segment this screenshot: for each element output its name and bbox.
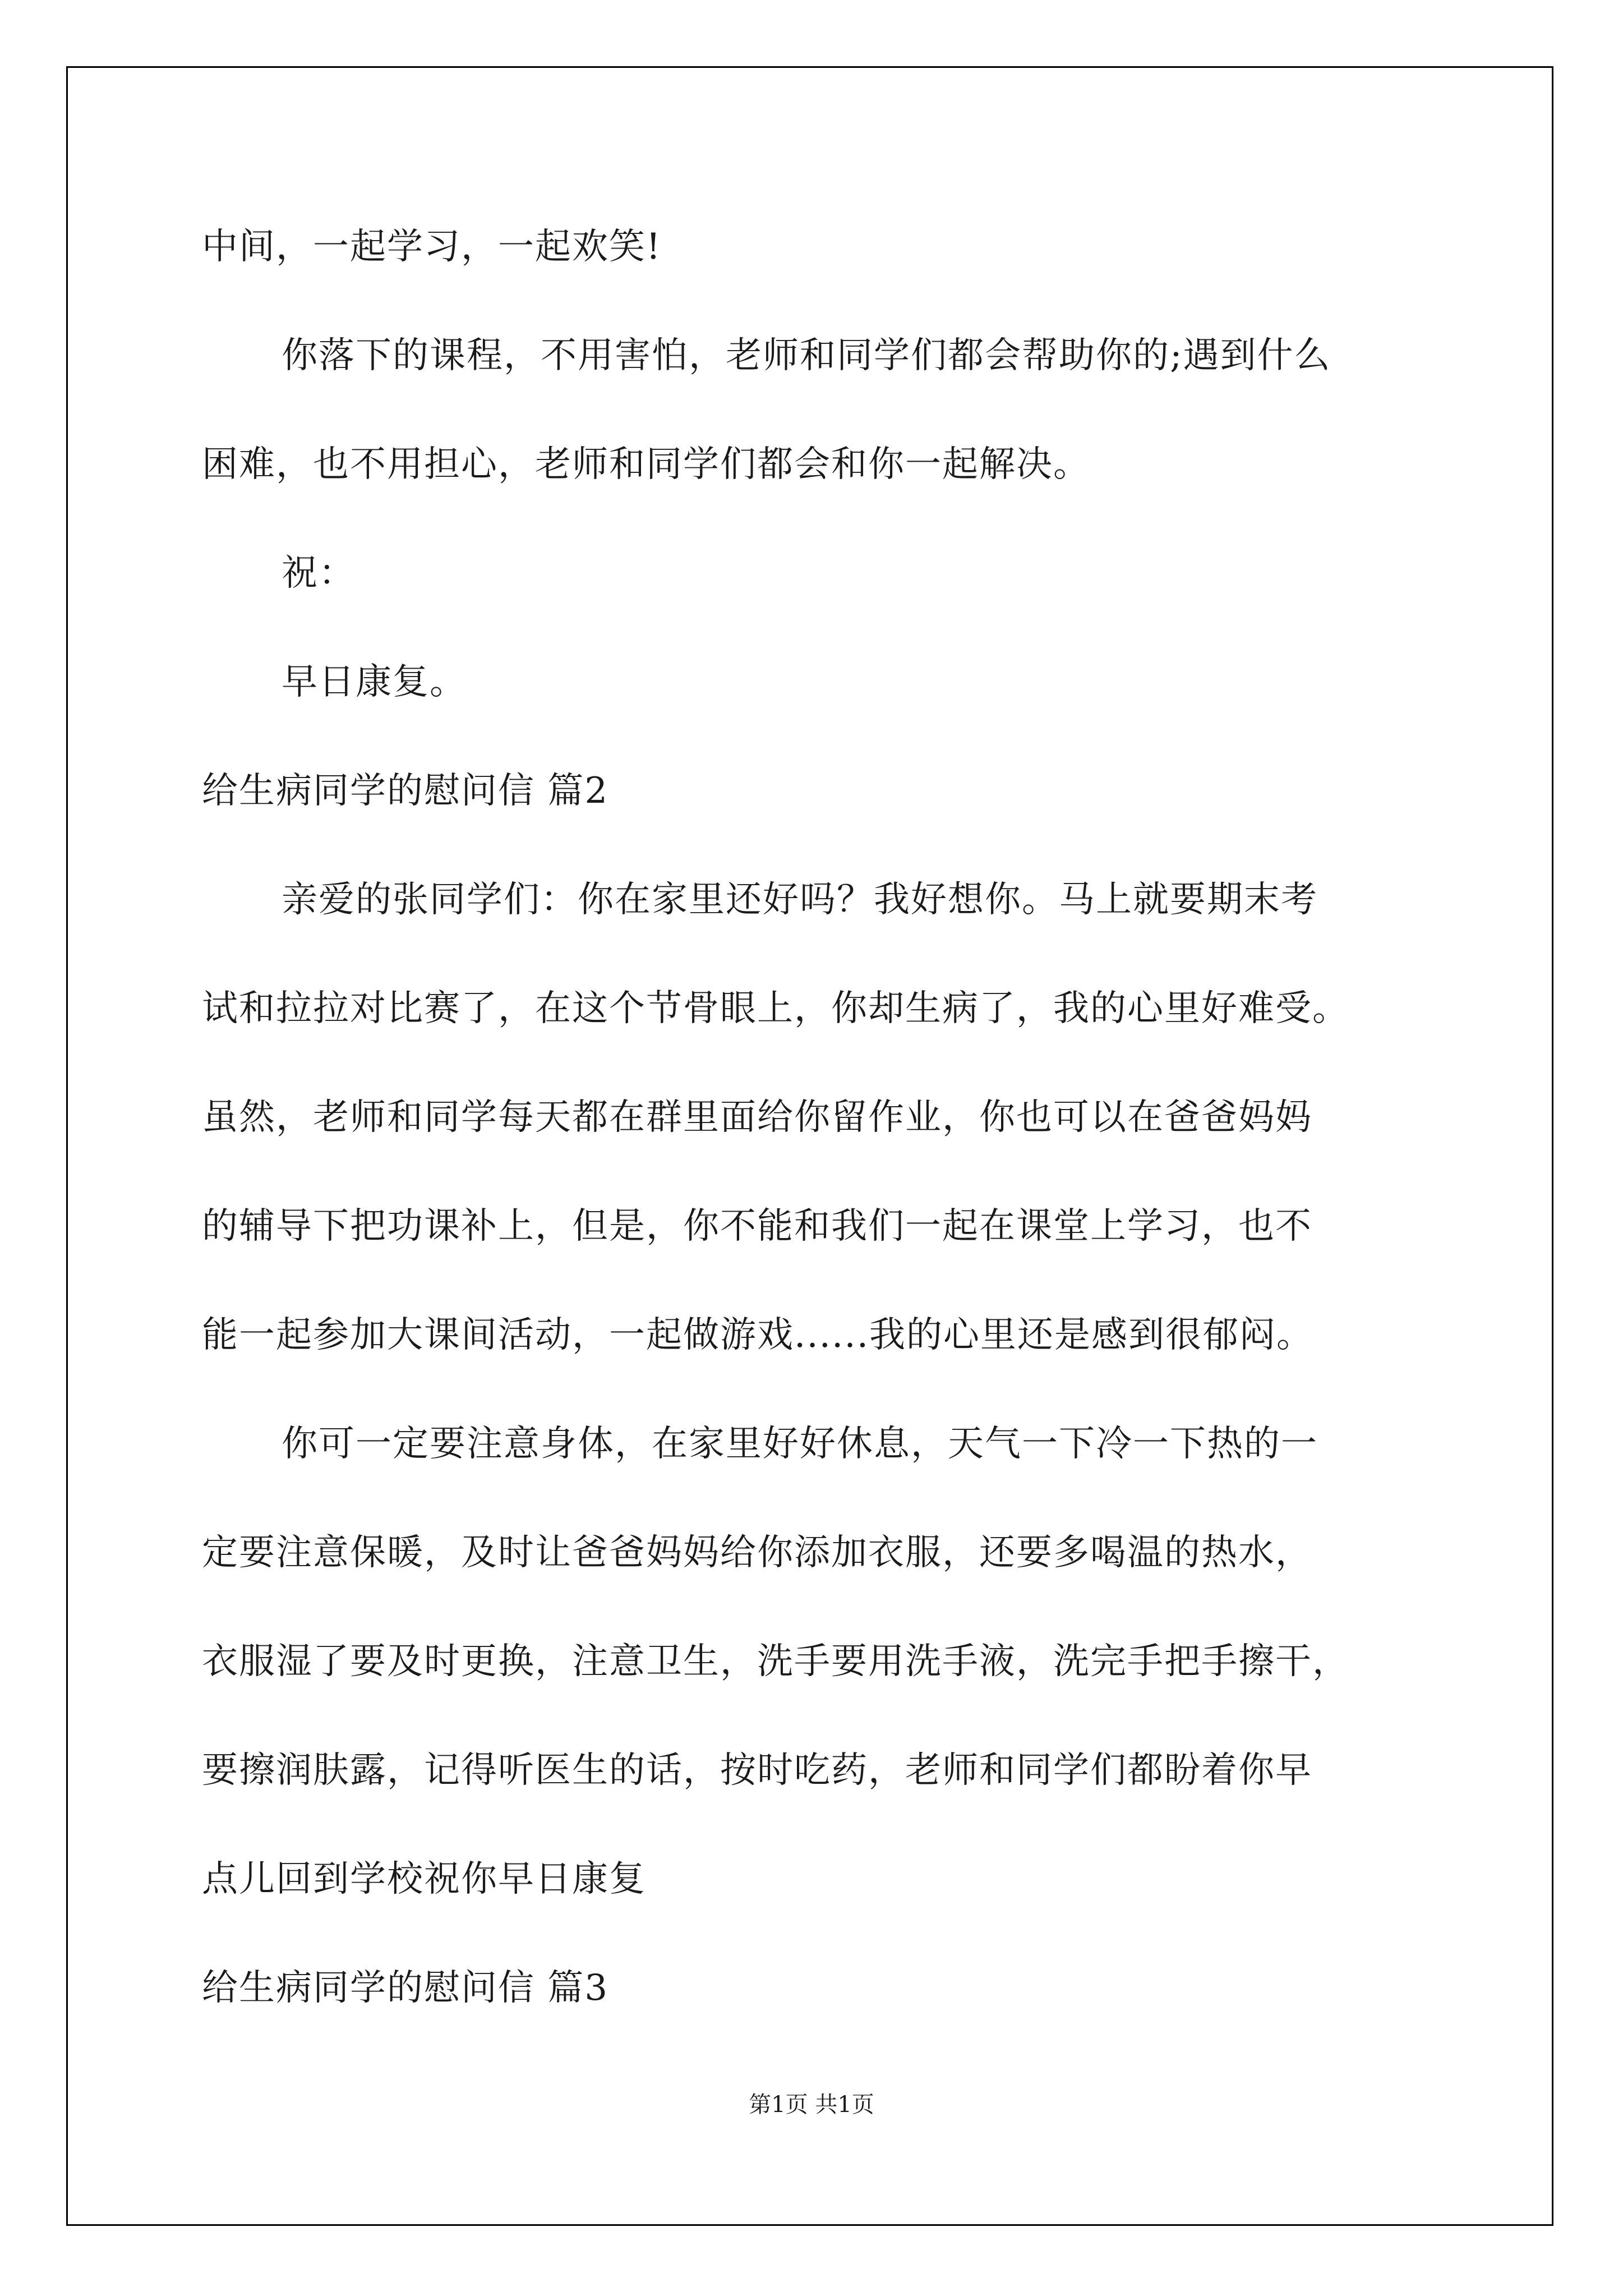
page-number-footer: 第1页 共1页 — [749, 2092, 874, 2118]
text-line: 虽然，老师和同学每天都在群里面给你留作业，你也可以在爸爸妈妈 — [202, 1097, 1312, 1138]
section-heading: 给生病同学的慰问信 篇3 — [202, 1967, 609, 2009]
text-line: 衣服湿了要及时更换，注意卫生，洗手要用洗手液，洗完手把手擦干， — [202, 1641, 1349, 1682]
text-line: 祝： — [282, 553, 356, 594]
text-line: 亲爱的张同学们：你在家里还好吗？我好想你。马上就要期末考 — [282, 879, 1318, 921]
text-line: 困难，也不用担心，老师和同学们都会和你一起解决。 — [202, 444, 1090, 485]
page-border — [66, 66, 1553, 2226]
text-line: 早日康复。 — [282, 661, 467, 703]
text-line: 中间，一起学习，一起欢笑! — [202, 226, 662, 268]
text-line: 要擦润肤露，记得听医生的话，按时吃药，老师和同学们都盼着你早 — [202, 1750, 1312, 1791]
text-line: 能一起参加大课间活动，一起做游戏......我的心里还是感到很郁闷。 — [202, 1314, 1314, 1356]
text-line: 试和拉拉对比赛了，在这个节骨眼上，你却生病了，我的心里好难受。 — [202, 988, 1349, 1029]
text-line: 你落下的课程，不用害怕，老师和同学们都会帮助你的;遇到什么 — [282, 335, 1331, 376]
text-line: 定要注意保暖，及时让爸爸妈妈给你添加衣服，还要多喝温的热水， — [202, 1532, 1312, 1573]
text-line: 点儿回到学校祝你早日康复 — [202, 1858, 646, 1900]
text-line: 的辅导下把功课补上，但是，你不能和我们一起在课堂上学习，也不 — [202, 1205, 1312, 1247]
section-heading: 给生病同学的慰问信 篇2 — [202, 770, 609, 812]
text-line: 你可一定要注意身体，在家里好好休息，天气一下冷一下热的一 — [282, 1423, 1318, 1465]
